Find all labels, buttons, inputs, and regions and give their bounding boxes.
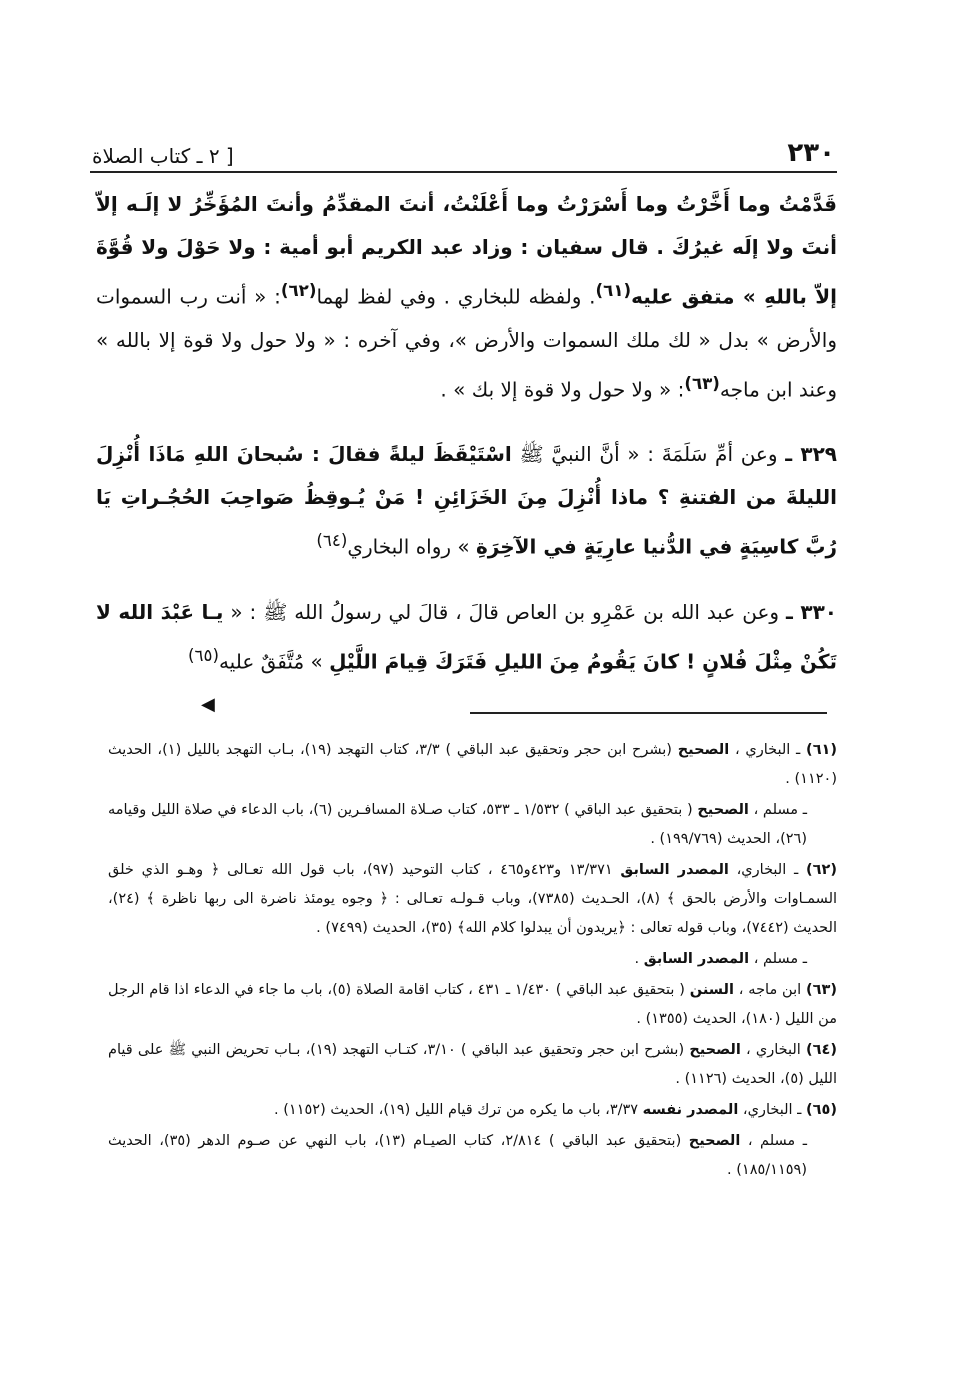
hadith-outro: » رواه البخاري: [347, 534, 470, 559]
source-title: السنن: [689, 982, 734, 998]
footnote-text: ابن ماجه ،: [738, 982, 802, 998]
header-rule: [90, 171, 837, 173]
continuation-arrow-icon: ◀: [201, 694, 215, 715]
hadith-number: ٣٣٠ ـ: [785, 599, 837, 624]
footnote-ref: (٦٢): [280, 281, 317, 300]
running-title: [ ٢ ـ كتاب الصلاة: [92, 144, 234, 168]
hadith-330: [96, 591, 837, 684]
page-header: [92, 128, 835, 168]
source-title: المصدر السابق: [643, 951, 750, 967]
footnote-number: (٦١): [806, 742, 838, 758]
footnote-62-continued: [108, 945, 837, 974]
hadith-number: ٣٢٩ ـ: [785, 442, 837, 467]
hadith-329: [96, 433, 837, 569]
footnote-ref: (٦١): [595, 281, 632, 300]
footnote-64: [108, 1036, 837, 1094]
hadith-intro: وعن أمِّ سَلَمَةَ : « أنَّ النبيَّ ﷺ: [519, 442, 778, 467]
source-title: الصحيح: [688, 1133, 741, 1149]
footnote-number: (٦٤): [806, 1042, 838, 1058]
text-segment: . ولفظه للبخاري . وفي لفظ لهما: [316, 284, 596, 309]
footnote-ref: (٦٣): [684, 373, 720, 393]
source-title: الصحيح: [697, 802, 749, 818]
footnote-text: .: [634, 951, 640, 967]
source-title: الصحيح: [677, 742, 730, 758]
source-title: الصحيح: [689, 1042, 741, 1058]
hadith-328-continuation: [96, 183, 837, 411]
footnote-text: البخاري ،: [746, 1042, 801, 1058]
footnote-text: ـ البخاري،: [736, 862, 799, 878]
footnote-text: ٣/٣٧، باب ما يكره من ترك قيام الليل (١٩)، الحديث (١١٥٢) .: [274, 1102, 639, 1118]
footnote-rule: [470, 712, 827, 714]
footnote-text: ـ مسلم ،: [747, 1133, 807, 1149]
footnote-61: [108, 736, 837, 794]
hadith-outro: » مُتَّفَقٌ عليه: [218, 649, 323, 674]
main-text: [96, 183, 837, 684]
footnote-61-continued: [108, 796, 837, 854]
footnote-65: [108, 1096, 837, 1125]
footnote-number: (٦٣): [806, 982, 837, 998]
footnote-ref: (٦٥): [188, 645, 219, 665]
hadith-matn: اسْتَيْقَظَ ليلةً فقالَ : سُبحانَ اللهِ مَاذَا أُنْزِلَ الليلةَ من الفتنةِ ؟ ماذا أُنْزِلَ مِنَ الخَزَائِنِ ! مَنْ يُـوقِظُ صَواحِبَ الحُجُـراتِ يَا رُبَّ كاسِيَةٍ في الدُّنيا عارِيَةٍ في الآخِرَةِ: [96, 442, 837, 559]
source-title: المصدر نفسه: [642, 1102, 739, 1118]
text-segment: : « أنت رب السموات والأرض » بدل « لك ملك السموات والأرض »، وفي آخره : « ولا حول ولا قوة إلا بالله » وعند ابن ماجه: [96, 284, 837, 402]
footnote-text: ( بتحقيق عبد الباقي ) ١/٥٣٢ ـ ٥٣٣، كتاب صـلاة المسافـرين (٦)، باب الدعاء في صلاة الليل وقيامه (٢٦)، الحديث (١٩٩/٧٦٩) .: [108, 802, 807, 847]
footnote-text: (بتحقيق عبد الباقي ) ٢/٨١٤، كتاب الصيـام (١٣)، باب النهي عن صـوم الدهر (٣٥)، الحديث (١٨٥/١١٥٩) .: [108, 1133, 807, 1178]
footnotes: [108, 736, 837, 1187]
footnote-ref: (٦٤): [316, 531, 348, 551]
footnote-62: [108, 856, 837, 943]
footnote-number: (٦٢): [806, 862, 837, 878]
text-segment: قَدَّمْتُ وما أَخَّرْتُ وما أَسْرَرْتُ وما أَعْلَنْتُ، أنتَ المقدِّمُ وأنتَ المُؤَخِّرُ لا إلَـه إلاّ أنتَ ولا إلَه غيرُكَ . قال سفيان : وزاد عبد الكريم أبو أمية : ولا حَوْلَ ولا قُوَّةَ إلاّ باللهِ » متفق عليه: [96, 192, 837, 309]
footnote-63: [108, 976, 837, 1034]
hadith-intro: وعن عبد الله بن عَمْرِو بن العاص قالَ ، قالَ لي رسولُ الله ﷺ : «: [230, 599, 780, 624]
footnote-text: (بشرح ابن حجر وتحقيق عبد الباقي ) ٣/١٠، كتـاب التهجد (١٩)، بـاب تحريض النبي ﷺ على قيام الليل (٥)، الحديث (١١٢٦) .: [108, 1042, 837, 1087]
footnote-65-continued: [108, 1127, 837, 1185]
source-title: المصدر السابق: [620, 862, 729, 878]
footnote-text: ـ مسلم ،: [753, 802, 808, 818]
footnote-text: ( بتحقيق عبد الباقي ) ١/٤٣٠ ـ ٤٣١ ، كتاب اقامة الصلاة (٥)، باب ما جاء في الدعاء اذا قام الرجل من الليل (١٨٠)، الحديث (١٣٥٥) .: [108, 982, 837, 1027]
hadith-matn: يـا عَبْدَ الله لا تَكُنْ مِثْلَ فُلانٍ ! كانَ يَقُومُ مِنَ الليلِ فَتَرَكَ قِيامَ اللَّيْلِ: [96, 599, 837, 674]
footnote-text: ـ البخاري ،: [734, 742, 801, 758]
footnote-text: ـ مسلم ،: [753, 951, 807, 967]
page-number: ٢٣٠: [787, 138, 835, 168]
footnote-number: (٦٥): [806, 1102, 837, 1118]
footnote-text: ـ البخاري،: [742, 1102, 802, 1118]
footnote-text: (بشرح ابن حجر وتحقيق عبد الباقي ) ٣/٣، كتاب التهجد (١٩)، بـاب التهجد بالليل (١)، الحديث (١١٢٠) .: [108, 742, 837, 787]
text-segment: : « ولا حول ولا قوة إلا بك » .: [440, 377, 685, 402]
footnote-text: ١٣/٣٧١ و٤٢٣و٤٦٥ ، كتاب التوحيد (٩٧)، باب قول الله تعـالى ﴿ وهـو الذي خلق السمـاوات والأرض بالحق ﴾ (٨)، الحـديث (٧٣٨٥)، وباب قـولـه تعـالى : ﴿ وجوه يومئذ ناضرة الى ربها ناظرة ﴾ (٢٤)، الحديث (٧٤٤٢)، وباب قوله تعالى : ﴿يريدون أن يبدلوا كلام الله﴾ (٣٥)، الحديث (٧٤٩٩) .: [108, 862, 838, 936]
